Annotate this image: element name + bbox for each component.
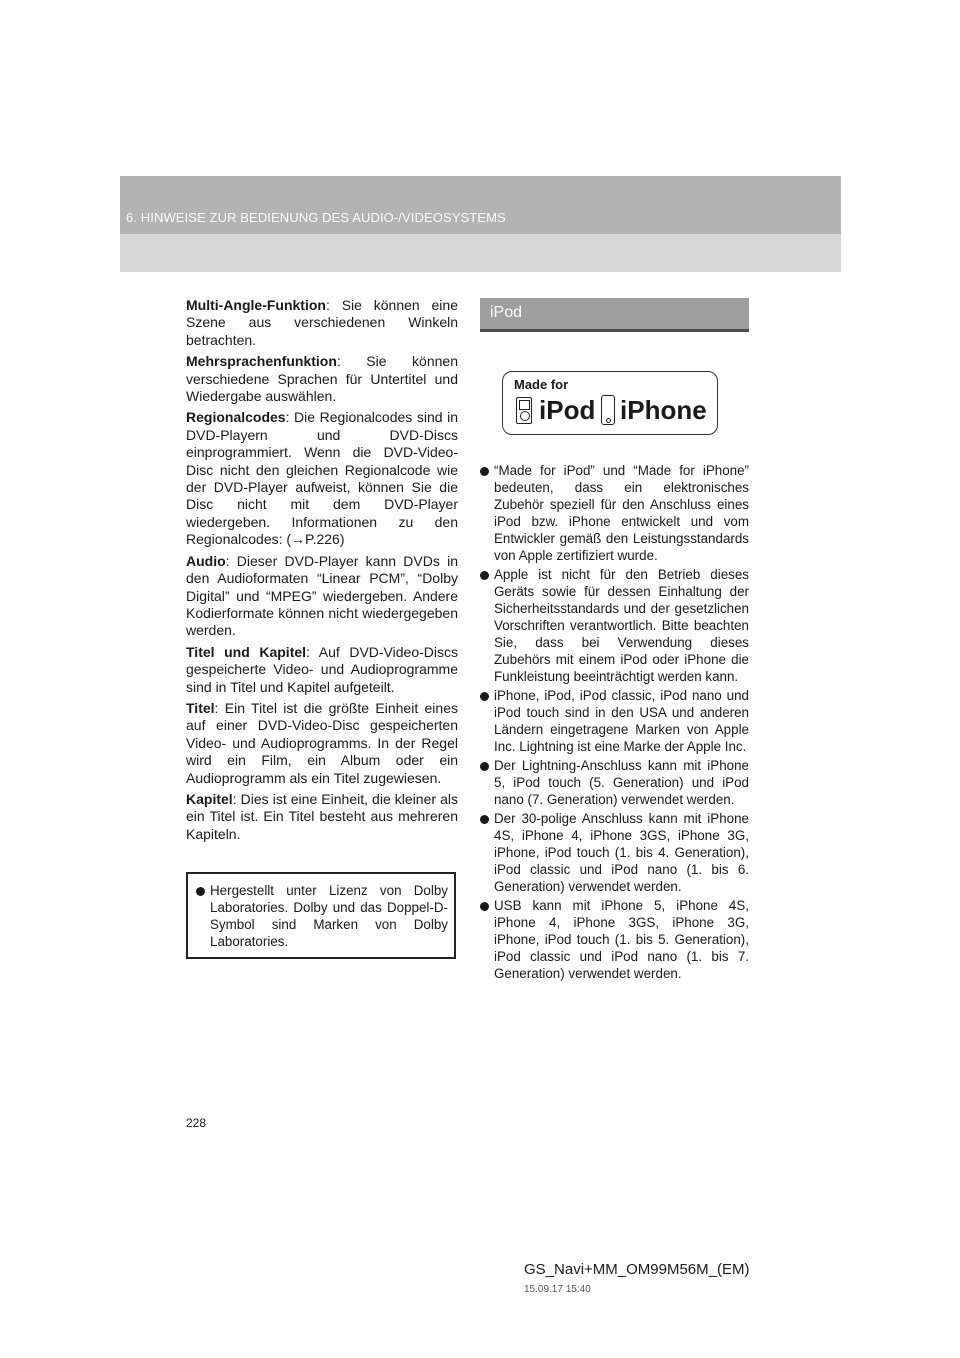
ipod-device-icon	[516, 397, 532, 424]
bullet-icon	[196, 887, 205, 896]
list-item	[480, 566, 749, 685]
dolby-note-box	[186, 872, 456, 959]
badge-made-for-label: Made for	[514, 377, 569, 392]
paragraph-titel	[186, 700, 458, 787]
list-item	[480, 757, 749, 808]
term: Kapitel	[186, 790, 233, 807]
term: Audio	[186, 552, 226, 569]
list-item-text: USB kann mit iPhone 5, iPhone 4S, iPhone 4, iPhone 3GS, iPhone 3G, iPhone, iPod touch (1. bis 5. Generation), iPod classic und iPod nano (1. bis 7. Generation) verwendet werden.	[494, 898, 749, 981]
header-band-dark	[120, 176, 841, 234]
note-text: Hergestellt unter Lizenz von Dolby Laboratories. Dolby und das Doppel-D-Symbol sind Marken von Dolby Laboratories.	[210, 883, 448, 949]
bullet-icon	[480, 692, 489, 701]
made-for-ipod-iphone-badge	[502, 371, 718, 435]
ipod-section-heading	[480, 298, 749, 332]
list-item-text: iPhone, iPod, iPod classic, iPod nano und iPod touch sind in den USA und anderen Ländern eingetragene Marken von Apple Inc. Lightning ist eine Marke der Apple Inc.	[494, 688, 749, 754]
term: Regionalcodes	[186, 409, 286, 426]
bullet-icon	[480, 902, 489, 911]
list-item-text: Der Lightning-Anschluss kann mit iPhone 5, iPod touch (5. Generation) und iPod nano (7. Generation) verwendet werden.	[494, 758, 749, 807]
list-item-text: “Made for iPod” und “Made for iPhone” bedeuten, dass ein elektronisches Zubehör speziell für den Anschluss eines iPod bzw. iPhone entwickelt und vom Entwickler gemäß den Leistungsstandards von Apple zertifiziert wurde.	[494, 463, 749, 563]
iphone-device-icon	[601, 395, 615, 425]
document-code: GS_Navi+MM_OM99M56M_(EM)	[524, 1261, 750, 1278]
term: Mehrsprachenfunktion	[186, 353, 337, 370]
term: Titel und Kapitel	[186, 643, 307, 660]
list-item-text: Apple ist nicht für den Betrieb dieses Geräts sowie für dessen Einhaltung der Sicherheitsstandards und der gesetzlichen Vorschriften verantwortlich. Bitte beachten Sie, dass bei Verwendung dieses Zubehörs mit einem iPod oder iPhone die Funkleistung beeinträchtigt werden kann.	[494, 567, 749, 684]
definition: : Ein Titel ist die größte Einheit eines auf einer DVD-Video-Disc gespeicherten Video- und Audioprogramms. In der Regel wird ein Film, ein Album oder ein Audioprogramm als ein Titel zugewiesen.	[186, 699, 458, 786]
section-title: 6. HINWEISE ZUR BEDIENUNG DES AUDIO-/VIDEOSYSTEMS	[126, 210, 506, 225]
definition: : Dies ist eine Einheit, die kleiner als ein Titel ist. Ein Titel besteht aus mehreren Kapiteln.	[186, 790, 458, 842]
badge-ipod-label: iPod	[539, 395, 596, 425]
bullet-icon	[480, 762, 489, 771]
definition: : Die Regionalcodes sind in DVD-Playern und DVD-Discs einprogrammiert. Wenn die DVD-Video-Disc nicht den gleichen Regionalcode wie der DVD-Player aufweist, können Sie die Disc nicht mit dem DVD-Player wiedergeben. Informationen zu den Regionalcodes: (→P.226)	[186, 409, 458, 548]
paragraph-titel-kapitel	[186, 644, 458, 696]
bullet-icon	[480, 467, 489, 476]
print-timestamp: 15.09.17 15:40	[524, 1284, 591, 1295]
list-item	[480, 810, 749, 895]
paragraph-multi-angle	[186, 297, 458, 349]
paragraph-regionalcodes	[186, 409, 458, 548]
list-item-text: Der 30-polige Anschluss kann mit iPhone 4S, iPhone 4, iPhone 3GS, iPhone 3G, iPhone, iPod touch (1. bis 4. Generation), iPod classic und iPod nano (1. bis 6. Generation) verwendet werden.	[494, 811, 749, 894]
definition: : Auf DVD-Video-Discs gespeicherte Video- und Audioprogramme sind in Titel und Kapitel aufgeteilt.	[186, 643, 458, 695]
badge-iphone-label: iPhone	[620, 395, 707, 425]
bullet-icon	[480, 815, 489, 824]
list-item	[480, 687, 749, 755]
note-item	[196, 882, 448, 950]
definition: : Sie können verschiedene Sprachen für Untertitel und Wiedergabe auswählen.	[186, 353, 458, 405]
right-column	[480, 462, 749, 984]
page-number: 228	[186, 1116, 207, 1130]
bullet-icon	[480, 571, 489, 580]
left-column	[186, 297, 458, 847]
definition: : Sie können eine Szene aus verschiedenen Winkeln betrachten.	[186, 297, 458, 348]
ipod-heading-label: iPod	[490, 304, 523, 321]
term: Titel	[186, 699, 215, 716]
definition: : Dieser DVD-Player kann DVDs in den Audioformaten “Linear PCM”, “Dolby Digital” und “MPEG” wiedergeben. Andere Kodierformate können nicht wiedergegeben werden.	[186, 552, 458, 639]
paragraph-kapitel	[186, 791, 458, 843]
list-item	[480, 462, 749, 564]
list-item	[480, 897, 749, 982]
term: Multi-Angle-Funktion	[186, 297, 326, 313]
paragraph-mehrsprachen	[186, 353, 458, 405]
paragraph-audio	[186, 553, 458, 640]
